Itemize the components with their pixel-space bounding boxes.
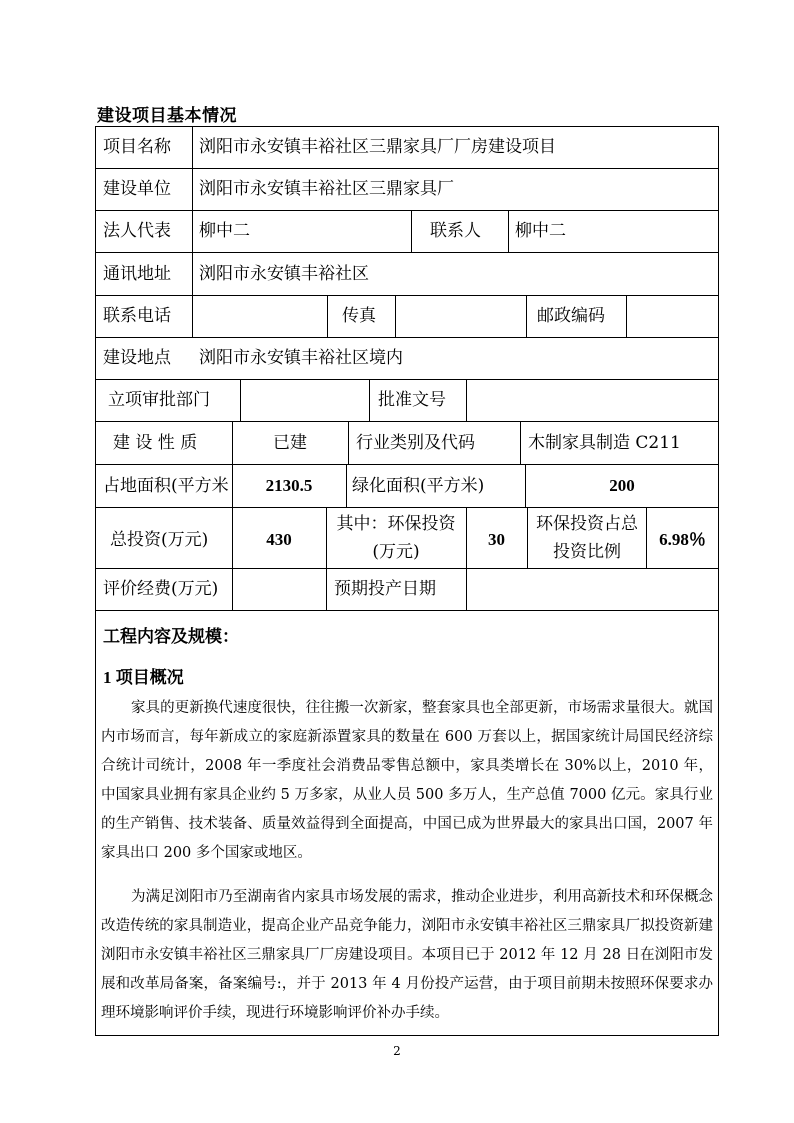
env-invest-value: 30 [488,530,505,549]
col-divider [348,421,349,464]
col-divider [526,295,527,337]
industry-value: 木制家具制造 C211 [528,433,681,453]
col-divider [466,379,467,421]
col-divider [508,210,509,252]
address-value: 浏阳市永安镇丰裕社区 [199,264,369,284]
row-divider [95,337,719,338]
row-divider [95,252,719,253]
col-divider [466,507,467,610]
col-divider [520,421,521,464]
invest-label: 总投资(万元) [110,530,209,550]
paragraph-1: 家具的更新换代速度很快，往往搬一次新家，整套家具也全部更新，市场需求量很大。就国内市场而言，每年新成立的家庭新添置家具的数量在 600 万套以上，据国家统计局国民经济综合统计司统计，2008 年一季度社会消费品零售总额中，家具类增长在 30%以上，2010 年，中国家具业拥有家具企业约 5 万多家，从业人员 500 多万人，生产总值 7000 亿元。家具行业的生产销售、技术装备、质量效益得到全面提高，中国已成为世界最大的家具出口国，2007 年家具出口 200 多个国家或地区。 [101,700,713,861]
row-divider [95,610,719,611]
row-divider [95,168,719,169]
eval-fee-label: 评价经费(万元) [103,579,219,599]
page-number: 2 [393,1044,401,1058]
green-area-value: 200 [609,476,635,495]
col-divider [192,126,193,337]
row-divider [95,507,719,508]
approval-no-label: 批准文号 [378,390,446,410]
row-divider [95,379,719,380]
col-divider [327,295,328,337]
env-ratio-label: 环保投资占总投资比例 [536,514,638,562]
row-divider [95,568,719,569]
col-divider [395,295,396,337]
env-invest-label: 其中：环保投资(万元) [336,514,456,562]
row-divider [95,210,719,211]
invest-value: 430 [266,530,292,549]
col-divider [527,507,528,568]
col-divider [411,210,412,252]
nature-value: 已建 [273,433,307,453]
env-ratio-value: 6.98％ [659,530,706,549]
area-value: 2130.5 [265,476,313,495]
approval-dept-label: 立项审批部门 [108,390,210,410]
project-name-label: 项目名称 [103,137,171,157]
row-divider [95,421,719,422]
contact-label: 联系人 [430,221,481,241]
row-divider [95,464,719,465]
phone-label: 联系电话 [103,306,171,326]
col-divider [626,295,627,337]
section-title: 建设项目基本情况 [97,106,237,126]
expected-date-label: 预期投产日期 [334,579,436,599]
col-divider [346,464,347,507]
builder-label: 建设单位 [103,179,171,199]
builder-value: 浏阳市永安镇丰裕社区三鼎家具厂 [199,179,454,199]
col-divider [240,379,241,421]
site-value: 浏阳市永安镇丰裕社区境内 [199,348,403,368]
content-heading: 工程内容及规模： [103,627,239,647]
contact-value: 柳中二 [515,221,566,241]
legal-rep-value: 柳中二 [199,221,250,241]
green-area-label: 绿化面积(平方米) [352,476,485,496]
nature-label: 建 设 性 质 [113,433,198,453]
industry-label: 行业类别及代码 [356,433,475,453]
fax-label: 传真 [342,306,376,326]
project-name-value: 浏阳市永安镇丰裕社区三鼎家具厂厂房建设项目 [199,137,556,157]
col-divider [369,379,370,421]
area-label: 占地面积(平方米 [103,476,229,496]
site-label: 建设地点 [103,348,171,368]
paragraph-2: 为满足浏阳市乃至湖南省内家具市场发展的需求，推动企业进步，利用高新技术和环保概念改造传统的家具制造业，提高企业产品竞争能力，浏阳市永安镇丰裕社区三鼎家具厂拟投资新建浏阳市永安镇丰裕社区三鼎家具厂厂房建设项目。本项目已于 2012 年 12 月 28 日在浏阳市发展和改革局备案，备案编号:，并于 2013 年 4 月份投产运营，由于项目前期未按照环保要求办理环境影响评价手续，现进行环境影响评价补办手续。 [101,889,713,1021]
sub-heading: 1 项目概况 [103,668,184,687]
address-label: 通讯地址 [103,264,171,284]
postcode-label: 邮政编码 [537,306,605,326]
col-divider [326,507,327,610]
legal-rep-label: 法人代表 [103,221,171,241]
